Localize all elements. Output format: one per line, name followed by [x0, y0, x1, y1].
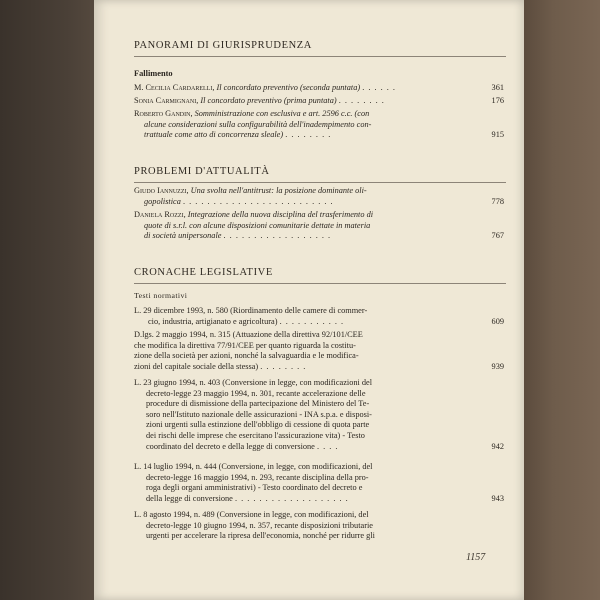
entry-page: 943 — [491, 493, 504, 503]
entry-author: Roberto Gandin, — [134, 109, 193, 118]
entry-line: procedure di dismissione della partecipazione del Ministero del Te- — [146, 399, 370, 409]
subsection-fallimento: Fallimento — [134, 69, 173, 78]
toc-entry: Daniela Rozzi, Integrazione della nuova disciplina del trasferimento di quote di s.r.l. con alcune disposizioni comunitarie dettate in materia di società unipersonale . . . . . . . . . . . . . . . . . . 767 — [134, 210, 504, 241]
entry-line: coordinato del decreto e della legge di conversione — [146, 441, 315, 451]
section-title-cronache: CRONACHE LEGISLATIVE — [134, 267, 273, 278]
entry-line: roga degli organi amministrativi) - Testo coordinato del decreto e — [146, 483, 363, 493]
background-right — [522, 0, 600, 600]
entry-title-line: quote di s.r.l. con alcune disposizioni comunitarie dettate in materia — [144, 220, 371, 230]
entry-line: decreto-legge 10 giugno 1994, n. 357, recante disposizioni tributarie — [146, 520, 373, 530]
entry-author: Sonia Carmignani, — [134, 96, 199, 105]
toc-entry: M. Cecilia Cardarelli, Il concordato preventivo (seconda puntata) . . . . . . 361 — [134, 83, 504, 92]
entry-line: urgenti per accelerare la ripresa dell'economia, nonché per ridurre gli — [146, 531, 375, 541]
entry-line: zioni del capitale sociale della stessa) — [134, 361, 259, 371]
entry-line: dei rischi delle imprese che esercitano l'assicurazione vita) - Testo — [146, 430, 365, 440]
entry-author: M. Cecilia Cardarelli, — [134, 83, 215, 92]
entry-line: decreto-legge 16 maggio 1994, n. 293, recante disciplina della pro- — [146, 472, 369, 482]
section-rule — [134, 182, 506, 183]
book-page — [94, 0, 524, 600]
entry-line: L. 29 dicembre 1993, n. 580 (Riordinamento delle camere di commer- — [134, 306, 368, 315]
entry-line: decreto-legge 23 maggio 1994, n. 301, recante accelerazione delle — [146, 388, 366, 398]
entry-page: 778 — [491, 196, 504, 206]
entry-title: Il concordato preventivo (prima puntata) — [200, 96, 337, 105]
entry-line: zione della società per azioni, nonché la salvaguardia e le modifica- — [134, 351, 359, 361]
section-rule — [134, 283, 506, 284]
entry-author: Giudo Iannuzzi, — [134, 186, 189, 195]
entry-page: 915 — [491, 130, 504, 140]
entry-line: L. 14 luglio 1994, n. 444 (Conversione, in legge, con modificazioni, del — [134, 462, 373, 471]
entry-line: zioni urgenti sulla estinzione dell'obbligo di cessione di quota parte — [146, 420, 370, 430]
toc-entry: D.lgs. 2 maggio 1994, n. 315 (Attuazione della direttiva 92/101/CEE che modifica la direttiva 77/91/CEE per quanto riguarda la costitu- zione della società per azioni, nonché la salvaguardia e le modifica- zioni del capitale sociale della stessa) . . . . . . . . 939 — [134, 330, 504, 371]
section-title-problemi: PROBLEMI D'ATTUALITÀ — [134, 166, 270, 177]
entry-line: L. 8 agosto 1994, n. 489 (Conversione in legge, con modificazioni, del — [134, 510, 369, 519]
toc-entry: Roberto Gandin, Somministrazione con esclusiva e art. 2596 c.c. (con alcune considerazioni sulla configurabilità dell'inadempimento con- trattuale come atto di concorrenza sleale) . . . . . . . . 915 — [134, 109, 504, 140]
subsection-testi-normativi: Testi normativi — [134, 291, 188, 300]
entry-title-line: di società unipersonale — [144, 231, 222, 241]
toc-entry: Sonia Carmignani, Il concordato preventivo (prima puntata) . . . . . . . . 176 — [134, 96, 504, 105]
entry-line: D.lgs. 2 maggio 1994, n. 315 (Attuazione della direttiva 92/101/CEE — [134, 330, 363, 339]
section-rule — [134, 56, 506, 57]
toc-entry — [134, 510, 506, 542]
entry-line: che modifica la direttiva 77/91/CEE per quanto riguarda la costitu- — [134, 340, 356, 350]
entry-page: 939 — [491, 361, 504, 371]
entry-page: 176 — [491, 96, 504, 105]
entry-title: Il concordato preventivo (seconda puntata) — [216, 83, 361, 92]
entry-title-line: trattuale come atto di concorrenza sleale) — [144, 130, 284, 140]
entry-title-line: gopolistica — [144, 196, 181, 206]
entry-page: 609 — [491, 316, 504, 326]
section-title-panorami: PANORAMI DI GIURISPRUDENZA — [134, 40, 312, 51]
entry-page: 767 — [491, 231, 504, 241]
background-left — [0, 0, 95, 600]
entry-page: 361 — [491, 83, 504, 92]
entry-title-line: Una svolta nell'antitrust: la posizione dominante oli- — [190, 186, 367, 195]
entry-title-line: Somministrazione con esclusiva e art. 2596 c.c. (con — [194, 109, 370, 118]
page-number: 1157 — [466, 552, 486, 563]
entry-page: 942 — [491, 441, 504, 451]
toc-entry: L. 29 dicembre 1993, n. 580 (Riordinamento delle camere di commer- cio, industria, artigianato e agricoltura) . . . . . . . . . . . 609 — [134, 306, 504, 326]
entry-line: L. 23 giugno 1994, n. 403 (Conversione in legge, con modificazioni del — [134, 378, 373, 387]
entry-author: Daniela Rozzi, — [134, 210, 186, 219]
entry-line: della legge di conversione — [146, 493, 233, 503]
toc-entry: L. 14 luglio 1994, n. 444 (Conversione, in legge, con modificazioni, del decreto-legge 16 maggio 1994, n. 293, recante disciplina della pro- roga degli organi amministrativi) - Testo coordinato del decreto e della legge di conversione . . . . . . . . . . . . . . . . . . . 943 — [134, 462, 504, 503]
toc-entry: L. 23 giugno 1994, n. 403 (Conversione in legge, con modificazioni del decreto-legge 23 maggio 1994, n. 301, recante accelerazione delle procedure di dismissione della partecipazione del Ministero del Te- soro nell'Istituto nazionale delle assicurazioni - INA s.p.a. e disposi- zioni urgenti sulla estinzione dell'obbligo di cessione di quota parte dei rischi delle imprese che esercitano l'assicurazione vita) - Testo coordinato del decreto e della legge di conversione . . . . 942 — [134, 378, 504, 451]
entry-title-line: alcune considerazioni sulla configurabilità dell'inadempimento con- — [144, 119, 372, 129]
entry-line: cio, industria, artigianato e agricoltura) — [148, 316, 278, 326]
entry-line: soro nell'Istituto nazionale delle assicurazioni - INA s.p.a. e disposi- — [146, 409, 372, 419]
toc-entry: Giudo Iannuzzi, Una svolta nell'antitrust: la posizione dominante oli- gopolistica . . . . . . . . . . . . . . . . . . . . . . . . . 778 — [134, 186, 504, 206]
entry-title-line: Integrazione della nuova disciplina del trasferimento di — [187, 210, 374, 219]
